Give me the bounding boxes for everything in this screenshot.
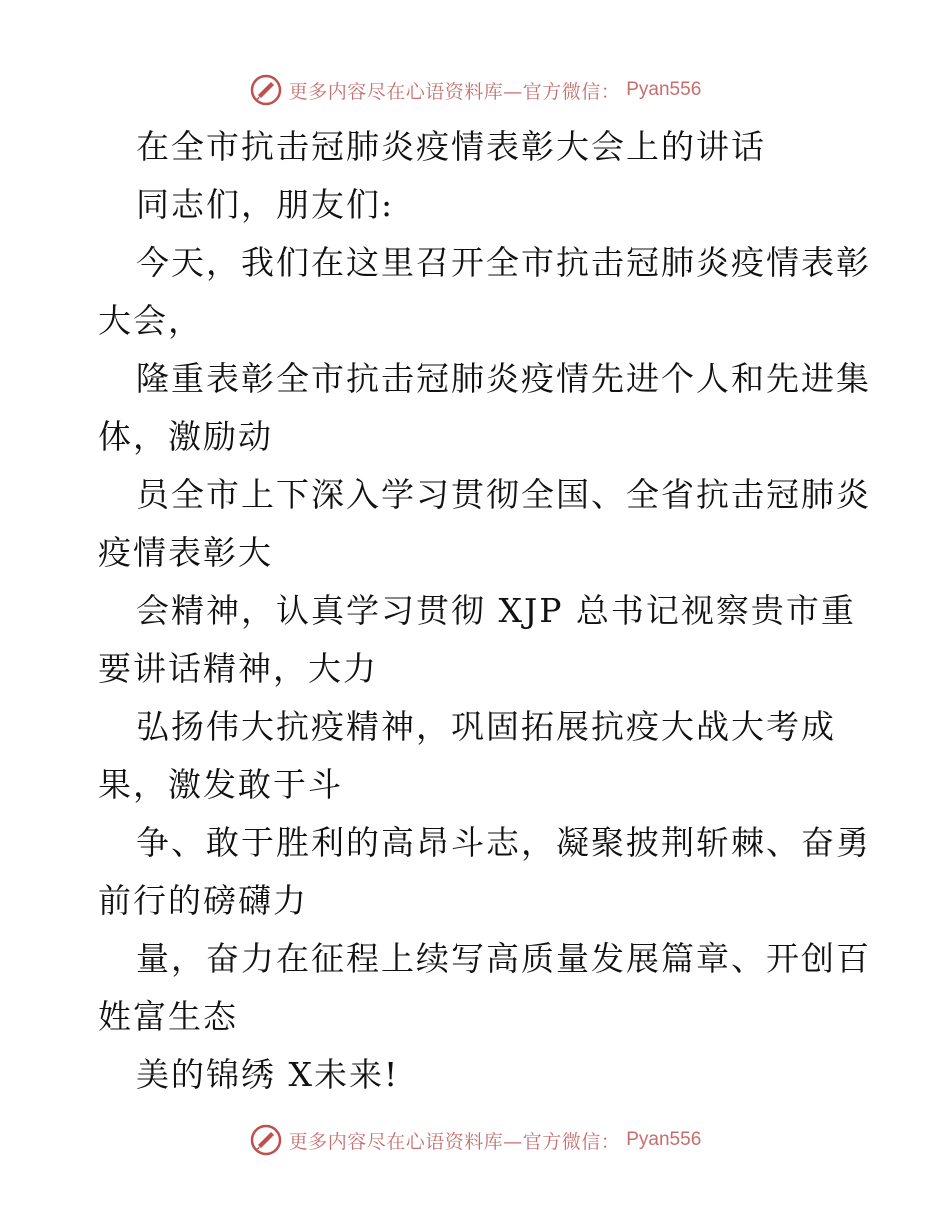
watermark-wechat-id: Pyan556	[626, 79, 702, 100]
body-line: 弘扬伟大抗疫精神，巩固拓展抗疫大战大考成	[136, 707, 836, 746]
salutation: 同志们，朋友们:	[136, 185, 395, 224]
body-line: 要讲话精神，大力	[98, 649, 378, 688]
body-line: 量，奋力在征程上续写高质量发展篇章、开创百	[136, 939, 871, 978]
body-line: 果，激发敢于斗	[98, 765, 343, 804]
watermark-logo-icon	[249, 1123, 283, 1157]
watermark-text: 更多内容尽在心语资料库—官方微信：	[288, 1130, 621, 1153]
watermark-logo-icon	[249, 73, 283, 107]
header-watermark	[0, 70, 950, 110]
body-line: 员全市上下深入学习贯彻全国、全省抗击冠肺炎	[136, 475, 871, 514]
body-line: 今天，我们在这里召开全市抗击冠肺炎疫情表彰	[136, 243, 871, 282]
watermark-wechat-id: Pyan556	[626, 1129, 702, 1150]
document-body	[98, 118, 871, 1104]
body-line: 前行的磅礴力	[98, 881, 308, 920]
body-line: 疫情表彰大	[98, 533, 273, 572]
body-line: 会精神，认真学习贯彻 XJP 总书记视察贵市重	[136, 591, 856, 630]
body-line: 隆重表彰全市抗击冠肺炎疫情先进个人和先进集	[136, 359, 871, 398]
body-line: 美的锦绣 X未来!	[136, 1055, 400, 1094]
watermark-text: 更多内容尽在心语资料库—官方微信：	[288, 80, 621, 103]
document-title: 在全市抗击冠肺炎疫情表彰大会上的讲话	[136, 127, 766, 166]
body-line: 姓富生态	[98, 997, 238, 1036]
footer-watermark	[0, 1120, 950, 1160]
body-line: 大会，	[98, 301, 203, 340]
body-line: 争、敢于胜利的高昂斗志，凝聚披荆斩棘、奋勇	[136, 823, 871, 862]
body-line: 体，激励动	[98, 417, 273, 456]
